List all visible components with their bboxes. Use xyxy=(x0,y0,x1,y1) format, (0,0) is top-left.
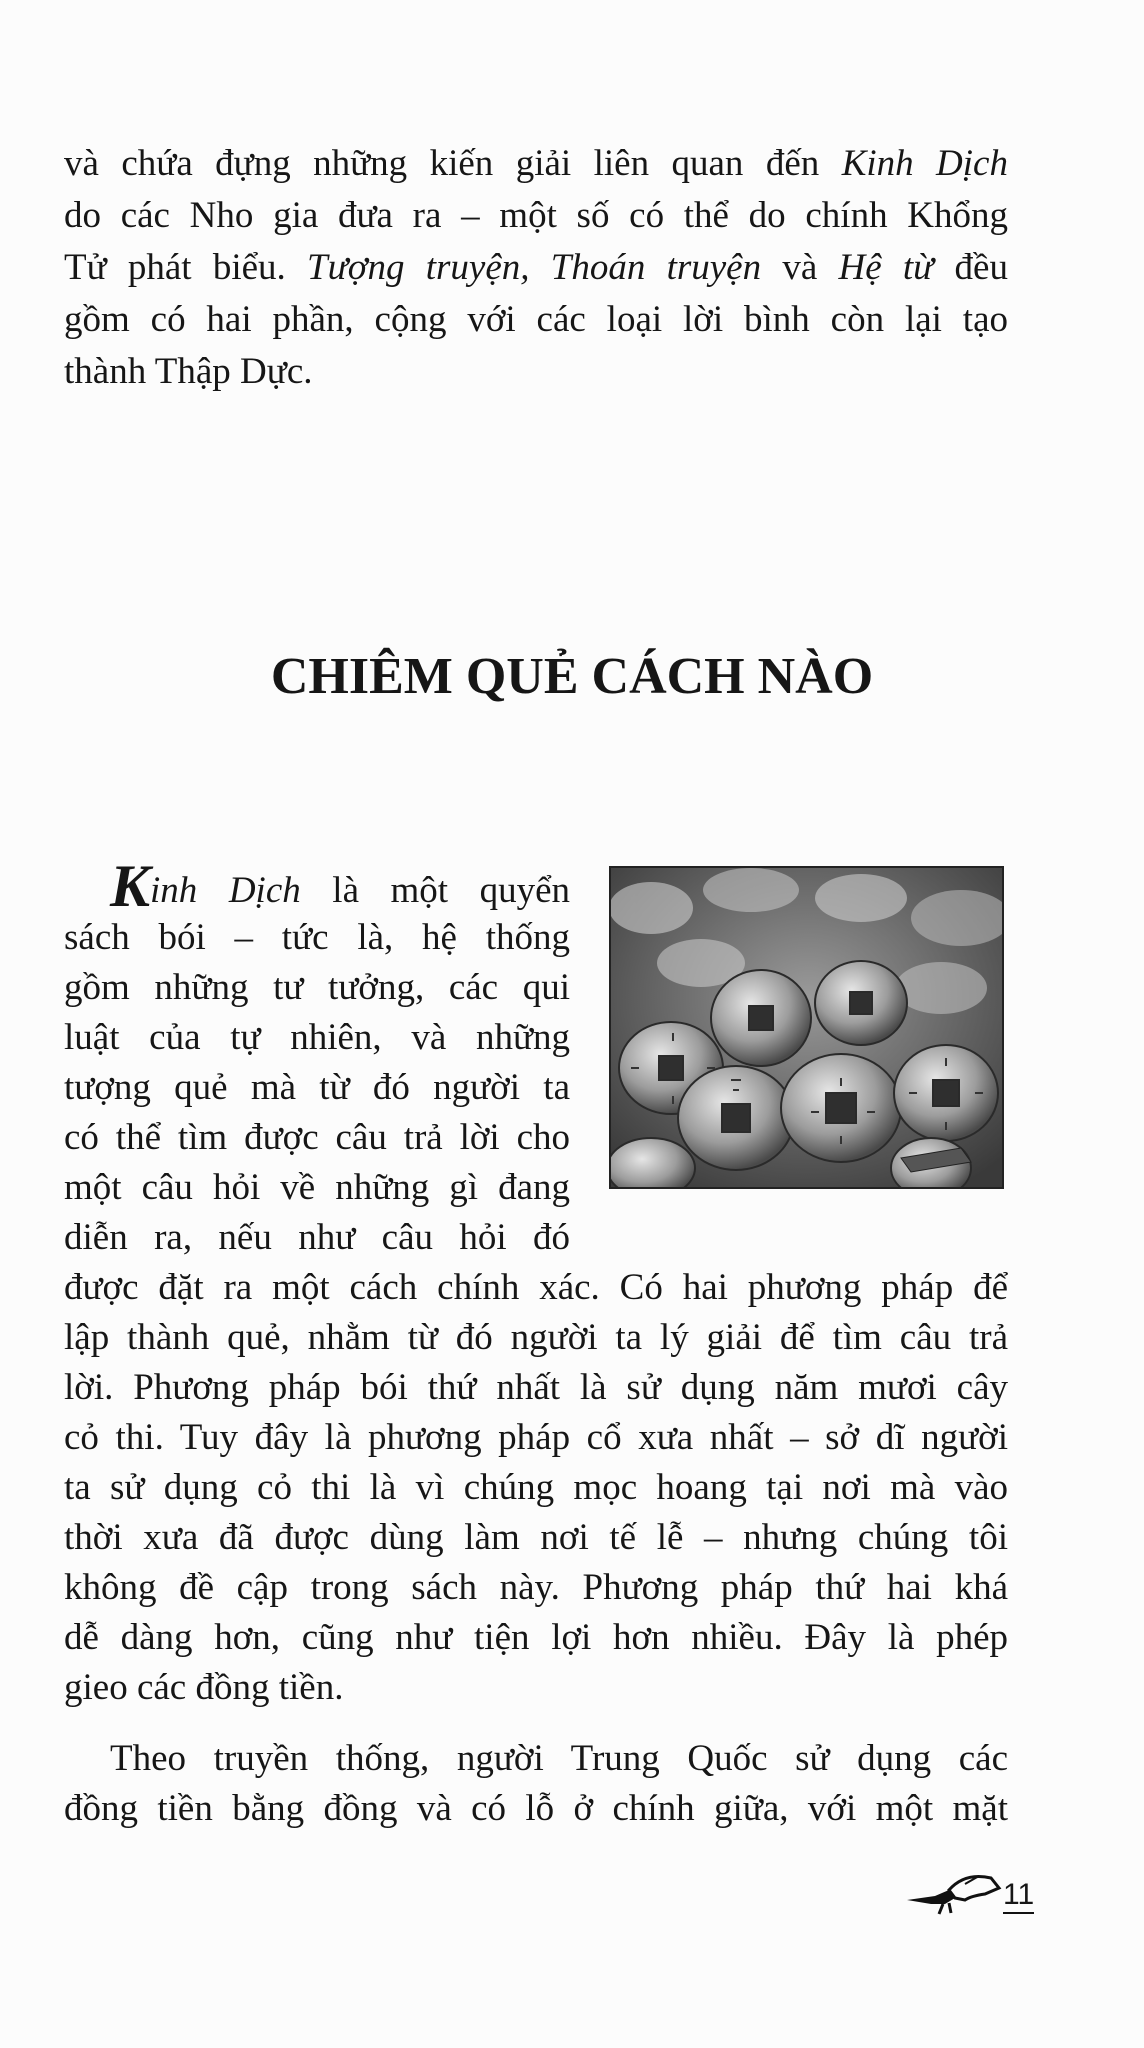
text-line: sách bói – tức là, hệ thống xyxy=(64,917,570,958)
text-line: lập thành quẻ, nhằm từ đó người ta lý giải để tìm câu trả xyxy=(64,1317,1008,1358)
drop-cap: K xyxy=(110,853,151,919)
text-line: dễ dàng hơn, cũng như tiện lợi hơn nhiều. Đây là phép xyxy=(64,1617,1008,1658)
text-line: và chứa đựng những kiến giải liên quan đến Kinh Dịch xyxy=(64,143,1008,184)
text-line: ta sử dụng cỏ thi là vì chúng mọc hoang tại nơi mà vào xyxy=(64,1467,1008,1508)
section-heading: CHIÊM QUẺ CÁCH NÀO xyxy=(270,648,874,705)
text-line: gồm có hai phần, cộng với các loại lời bình còn lại tạo xyxy=(64,299,1008,340)
coins-photo xyxy=(609,866,1004,1189)
text-line: đồng tiền bằng đồng và có lỗ ở chính giữa, với một mặt xyxy=(64,1788,1008,1829)
crane-ornament-icon xyxy=(905,1870,1005,1920)
text-line: Theo truyền thống, người Trung Quốc sử dụng các xyxy=(110,1738,1008,1779)
text-line: một câu hỏi về những gì đang xyxy=(64,1167,570,1208)
text-line: cỏ thi. Tuy đây là phương pháp cổ xưa nhất – sở dĩ người xyxy=(64,1417,1008,1458)
text-line: gồm những tư tưởng, các qui xyxy=(64,967,570,1008)
text-line: lời. Phương pháp bói thứ nhất là sử dụng năm mươi cây xyxy=(64,1367,1008,1408)
page-number: 11 xyxy=(1003,1878,1034,1914)
text-line: gieo các đồng tiền. xyxy=(64,1667,344,1708)
text-line: được đặt ra một cách chính xác. Có hai phương pháp để xyxy=(64,1267,1008,1308)
text-line: luật của tự nhiên, và những xyxy=(64,1017,570,1058)
book-title: Kinh Dịch xyxy=(841,143,1008,184)
ancient-chinese-coins-icon xyxy=(611,868,1004,1189)
text-line: diễn ra, nếu như câu hỏi đó xyxy=(64,1217,570,1258)
text-line: có thể tìm được câu trả lời cho xyxy=(64,1117,570,1158)
text-line: thời xưa đã được dùng làm nơi tế lễ – nhưng chúng tôi xyxy=(64,1517,1008,1558)
text-line: Tử phát biểu. Tượng truyện, Thoán truyện và Hệ từ đều xyxy=(64,247,1008,288)
text-line: không đề cập trong sách này. Phương pháp thứ hai khá xyxy=(64,1567,1008,1608)
text-line: do các Nho gia đưa ra – một số có thể do chính Khổng xyxy=(64,195,1008,236)
text-line: thành Thập Dực. xyxy=(64,351,313,392)
text-line: tượng quẻ mà từ đó người ta xyxy=(64,1067,570,1108)
text-line: Kinh Dịch là một quyển xyxy=(110,853,571,919)
